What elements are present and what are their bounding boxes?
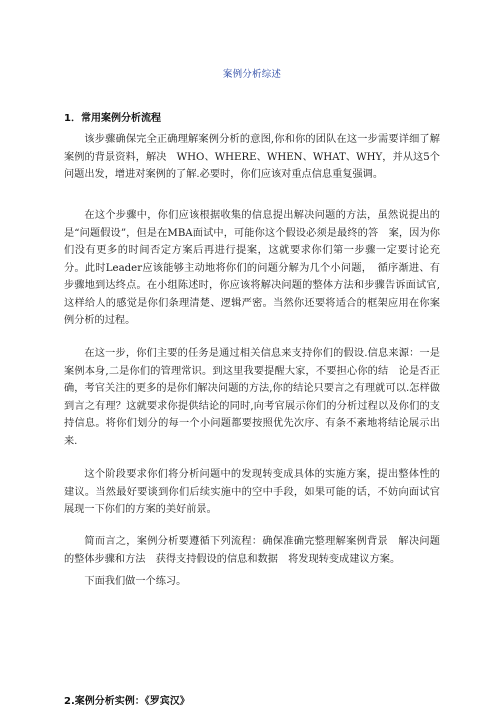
- section-heading-process: 1．常用案例分析流程: [64, 113, 161, 124]
- paragraph-text: 该步骤确保完全正确理解案例分析的意图,你和你的团队在这一步需要详细了解案例的背景资料，解决 WHO、WHERE、WHEN、WHAT、WHY，并从这5个问题出发，增进对案例的了解.必要时，你们应该对重点信息重复强调。: [64, 134, 440, 180]
- paragraph-6: [64, 573, 440, 591]
- paragraph-text: 下面我们做一个练习。: [84, 576, 187, 587]
- paragraph-text: 在这一步，你们主要的任务是通过相关信息来支持你们的假设.信息来源：一是案例本身,二是你们的管理常识。到这里我要提醒大家，不要担心你的结 论是否正确，考官关注的更多的是你们解决问题的方法,你的结论只要言之有理就可以.怎样做到言之有理？这就要求你提供结论的同时,向考官展示你们的分析过程以及你们的支持信息。将你们划分的每一个小问题都要按照优先次序、有条不紊地将结论展示出来.: [64, 348, 440, 447]
- document-title: 案例分析综述: [222, 69, 282, 80]
- paragraph-1: [64, 131, 440, 184]
- paragraph-text: 这个阶段要求你们将分析问题中的发现转变成具体的实施方案，提出整体性的建议。当然最好要谈到你们后续实施中的空中手段，如果可能的话，不妨向面试官展现一下你们的方案的美好前景。: [64, 469, 440, 515]
- paragraph-5: [64, 533, 440, 568]
- paragraph-4: [64, 466, 440, 519]
- section-heading-example: 2.案例分析实例：《罗宾汉》: [64, 696, 190, 707]
- paragraph-2: [64, 207, 440, 330]
- paragraph-text: 简而言之，案例分析要遵循下列流程：确保准确完整理解案例背景 解决问题的整体步骤和方法 获得支持假设的信息和数据 将发现转变成建议方案。: [64, 536, 440, 565]
- paragraph-text: 在这个步骤中，你们应该根据收集的信息提出解决问题的方法，虽然说提出的是“问题假设”，但是在MBA面试中，可能你这个假设必须是最终的答 案，因为你们没有更多的时间否定方案后再进行提案，这就要求你们第一步骤一定要讨论充分。此时Leader应该能够主动地将你们的问题分解为几个小问题， 循序渐进、有步骤地到达终点。在小组陈述时，你应该将解决问题的整体方法和步骤告诉面试官,这样给人的感觉是你们条理清楚、逻辑严密。当然你还要将适合的框架应用在你案例分析的过程。: [64, 210, 440, 326]
- paragraph-3: [64, 345, 440, 450]
